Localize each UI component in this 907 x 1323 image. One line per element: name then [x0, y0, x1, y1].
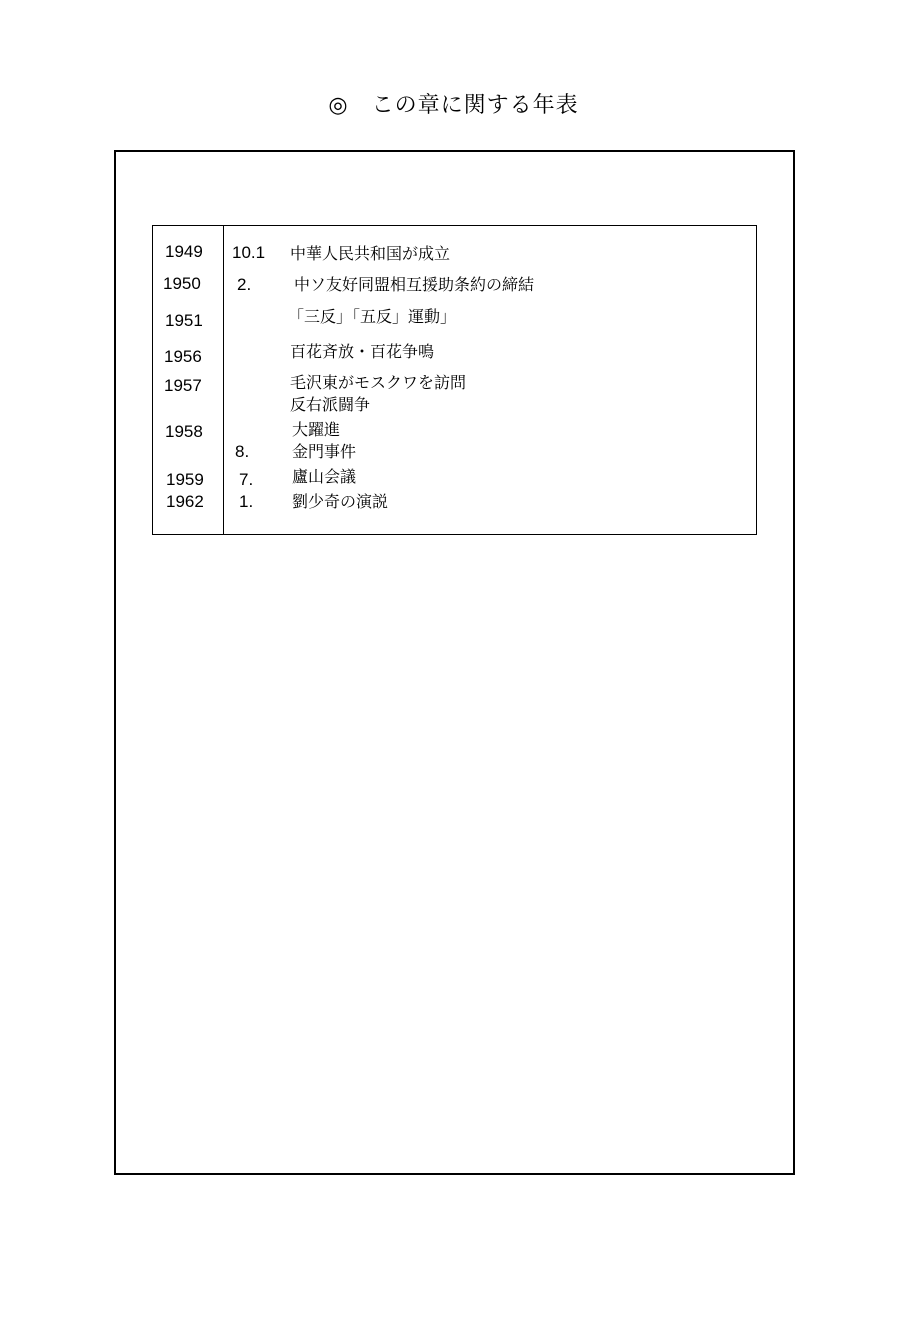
year-1950: 1950 [163, 274, 201, 293]
event-prc-founded: 中華人民共和国が成立 [290, 244, 451, 263]
event-liu-shaoqi: 劉少奇の演説 [292, 492, 389, 511]
date-2: 2. [237, 275, 252, 294]
timeline-table [152, 225, 757, 535]
event-anti-rightist: 反右派闘争 [290, 395, 371, 414]
event-sino-soviet-treaty: 中ソ友好同盟相互援助条約の締結 [294, 275, 535, 294]
event-three-five-anti: 「三反」「五反」運動」 [288, 307, 457, 326]
year-1962: 1962 [166, 492, 204, 511]
year-1951: 1951 [165, 311, 203, 330]
event-lushan: 廬山会議 [292, 467, 357, 486]
event-great-leap: 大躍進 [292, 420, 341, 439]
column-divider [223, 226, 224, 534]
year-1949: 1949 [165, 242, 203, 261]
year-1956: 1956 [164, 347, 202, 366]
date-8: 8. [235, 442, 250, 461]
year-1959: 1959 [166, 470, 204, 489]
date-10-1: 10.1 [232, 243, 266, 262]
date-7: 7. [239, 470, 254, 489]
year-1957: 1957 [164, 376, 202, 395]
page-title: ◎ この章に関する年表 [328, 93, 579, 118]
event-hundred-flowers: 百花斉放・百花争鳴 [290, 342, 435, 361]
date-1: 1. [239, 492, 254, 511]
year-1958: 1958 [165, 422, 203, 441]
event-mao-moscow: 毛沢東がモスクワを訪問 [290, 373, 467, 392]
event-kinmen: 金門事件 [292, 442, 357, 461]
